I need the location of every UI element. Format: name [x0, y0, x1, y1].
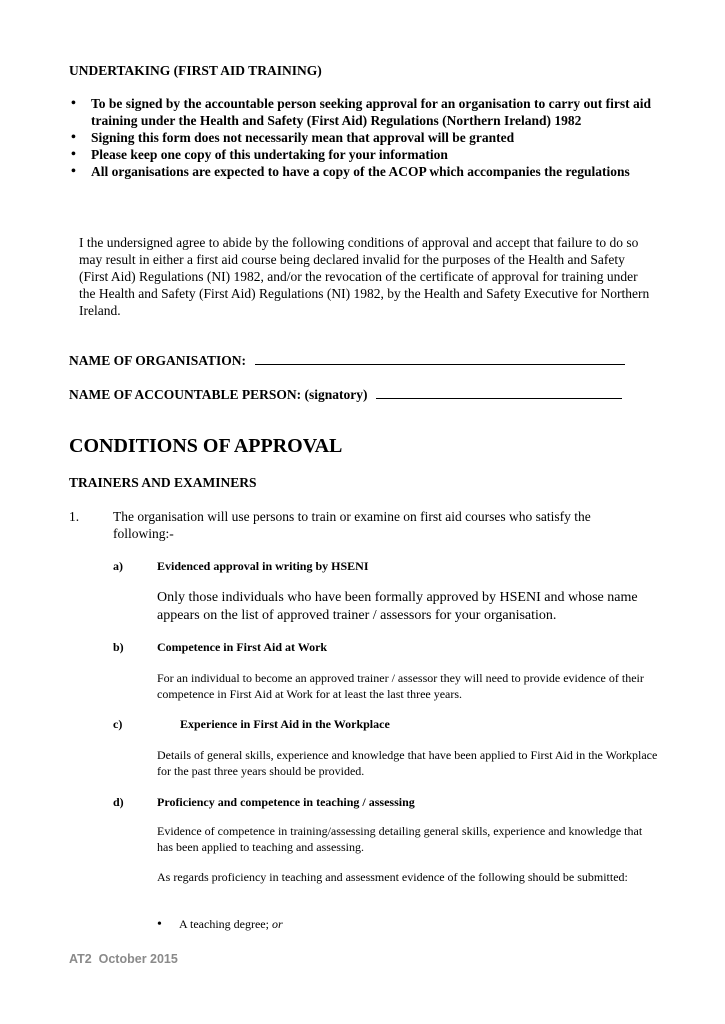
subitem-letter: a)	[113, 559, 123, 573]
instruction-item: • All organisations are expected to have a copy of the ACOP which accompanies the regulations	[69, 163, 659, 180]
subitem-letter: c)	[113, 717, 123, 731]
subitem-text: As regards proficiency in teaching and assessment evidence of the following should be submitted:	[157, 870, 628, 884]
document-title: UNDERTAKING (FIRST AID TRAINING)	[69, 63, 322, 78]
trainers-heading: TRAINERS AND EXAMINERS	[69, 475, 257, 490]
instruction-list	[69, 95, 659, 180]
teaching-bullet-text: A teaching degree;	[179, 917, 269, 931]
conditions-heading: CONDITIONS OF APPROVAL	[69, 435, 343, 457]
instruction-item: • To be signed by the accountable person seeking approval for an organisation to carry out first aid training under the Health and Safety (First Aid) Regulations (Northern Ireland) 1982	[69, 95, 659, 129]
bullet-icon: •	[157, 917, 162, 932]
instruction-item: • Please keep one copy of this undertaking for your information	[69, 146, 659, 163]
teaching-bullet-suffix: or	[271, 917, 283, 931]
organisation-name-field	[69, 350, 625, 369]
subitem-title: Experience in First Aid in the Workplace	[180, 717, 390, 731]
subitem-text: For an individual to become an approved trainer / assessor they will need to provide evidence of their competence in First Aid at Work for at least the last three years.	[157, 671, 644, 701]
instruction-item: • Signing this form does not necessarily mean that approval will be granted	[69, 129, 659, 146]
accountable-person-label: NAME OF ACCOUNTABLE PERSON: (signatory)	[69, 387, 368, 402]
subitem-letter: b)	[113, 640, 124, 654]
agreement-paragraph: I the undersigned agree to abide by the following conditions of approval and accept that failure to do so may result in either a first aid course being declared invalid for the purposes of the Health and Safety (First Aid) Regulations (NI) 1982, and/or the revocation of the certificate of approval for training under the Health and Safety (First Aid) Regulations (NI) 1982, by the Health and Safety Executive for Northern Ireland.	[79, 235, 650, 318]
subitem-title: Proficiency and competence in teaching / assessing	[157, 795, 415, 809]
organisation-name-label: NAME OF ORGANISATION:	[69, 353, 247, 368]
page-footer: AT2 October 2015	[69, 952, 178, 966]
accountable-person-field	[69, 384, 622, 403]
subitem-text: Evidence of competence in training/assessing detailing general skills, experience and knowledge that has been applied to teaching and assessing.	[157, 824, 643, 854]
subitem-letter: d)	[113, 795, 124, 809]
subitem-text: Only those individuals who have been formally approved by HSENI and whose name appears on the list of approved trainer / assessors for your organisation.	[157, 590, 638, 623]
subitem-text: Details of general skills, experience and knowledge that have been applied to First Aid in the Workplace for the past three years should be provided.	[157, 748, 658, 778]
accountable-person-line[interactable]	[376, 384, 622, 399]
item-text: The organisation will use persons to train or examine on first aid courses who satisfy the following:-	[113, 509, 591, 541]
teaching-bullet	[157, 916, 283, 933]
item-number: 1.	[69, 509, 80, 524]
organisation-name-line[interactable]	[255, 350, 625, 365]
subitem-title: Competence in First Aid at Work	[157, 640, 328, 654]
subitem-title: Evidenced approval in writing by HSENI	[157, 559, 369, 573]
